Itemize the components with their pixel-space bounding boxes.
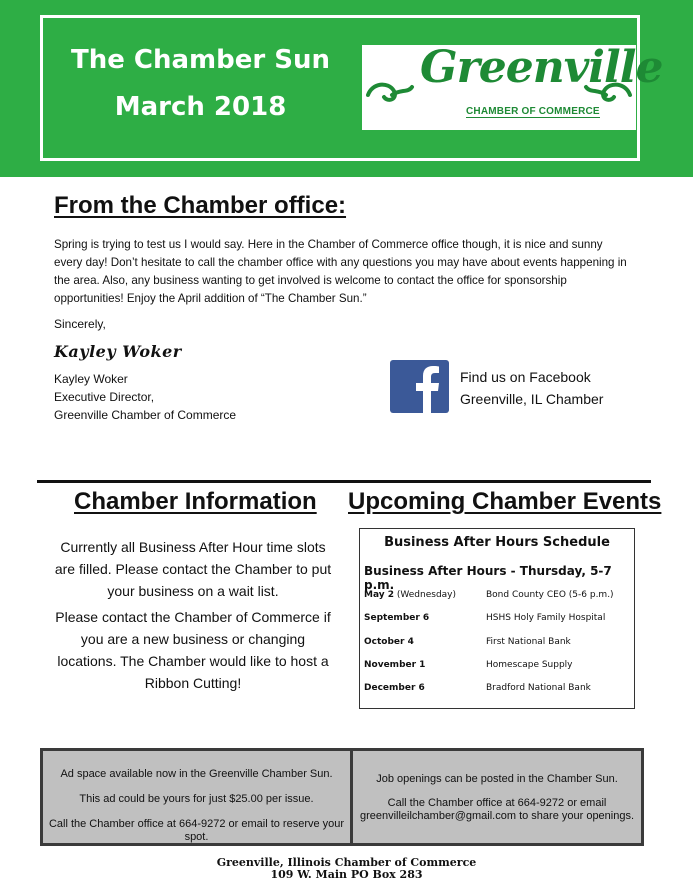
schedule-box	[359, 528, 635, 709]
schedule-location: Bond County CEO (5-6 p.m.)	[486, 590, 614, 600]
signature: Kayley Woker	[54, 342, 182, 361]
signer-org: Greenville Chamber of Commerce	[54, 408, 237, 422]
logo-wordmark: Greenville	[420, 42, 663, 93]
schedule-location: HSHS Holy Family Hospital	[486, 613, 606, 623]
info-paragraph-1: Currently all Business After Hour time slots are filled. Please contact the Chamber to put your business on a wait list.	[54, 539, 332, 599]
ad-space-box	[40, 748, 352, 846]
office-message: Spring is trying to test us I would say. Here in the Chamber of Commerce office though, it is nice and sunny every day! Don’t hesitate to call the chamber office with any questions you may have about events happening in the area. Also, any business wanting to get involved is welcome to contact the office for sponsorship opportunities! Enjoy the April addition of “The Chamber Sun.”	[54, 238, 627, 305]
info-heading: Chamber Information	[74, 488, 317, 515]
section-divider	[37, 480, 651, 483]
schedule-location: Bradford National Bank	[486, 683, 591, 693]
schedule-subtitle: Business After Hours - Thursday, 5-7 p.m.	[364, 564, 612, 592]
job-text: Call the Chamber office at 664-9272 or email greenvilleilchamber@gmail.com to share your openings.	[359, 797, 635, 822]
footer-org: Greenville, Illinois Chamber of Commerce	[216, 856, 477, 869]
info-paragraph-2: Please contact the Chamber of Commerce if you are a new business or changing locations. The Chamber would like to host a Ribbon Cutting!	[55, 609, 331, 691]
newsletter-title: The Chamber Sun	[70, 45, 331, 75]
facebook-icon[interactable]	[390, 360, 449, 413]
schedule-date: November 1	[364, 660, 426, 670]
job-openings-box	[352, 748, 644, 846]
schedule-location: First National Bank	[486, 637, 571, 647]
footer-address: 109 W. Main PO Box 283	[270, 868, 423, 881]
signer-name: Kayley Woker	[54, 372, 128, 386]
office-heading: From the Chamber office:	[54, 192, 347, 219]
facebook-label[interactable]: Find us on Facebook	[460, 369, 591, 385]
ad-text: Call the Chamber office at 664-9272 or email to reserve your spot.	[48, 818, 345, 843]
schedule-date: May 2 (Wednesday)	[364, 590, 457, 600]
schedule-date: October 4	[364, 637, 414, 647]
schedule-date: September 6	[364, 613, 430, 623]
schedule-location: Homescape Supply	[486, 660, 573, 670]
newsletter-date: March 2018	[114, 92, 287, 122]
logo-subtitle: CHAMBER OF COMMERCE	[466, 106, 600, 117]
facebook-page-name[interactable]: Greenville, IL Chamber	[460, 391, 604, 407]
ad-text: Ad space available now in the Greenville Chamber Sun.	[60, 768, 333, 780]
schedule-title: Business After Hours Schedule	[384, 535, 610, 550]
job-text: Job openings can be posted in the Chamber Sun.	[376, 773, 618, 785]
ad-text: This ad could be yours for just $25.00 per issue.	[79, 793, 314, 805]
closing: Sincerely,	[54, 317, 106, 331]
signer-role: Executive Director,	[54, 390, 155, 404]
events-heading: Upcoming Chamber Events	[348, 488, 662, 515]
schedule-date: December 6	[364, 683, 425, 693]
